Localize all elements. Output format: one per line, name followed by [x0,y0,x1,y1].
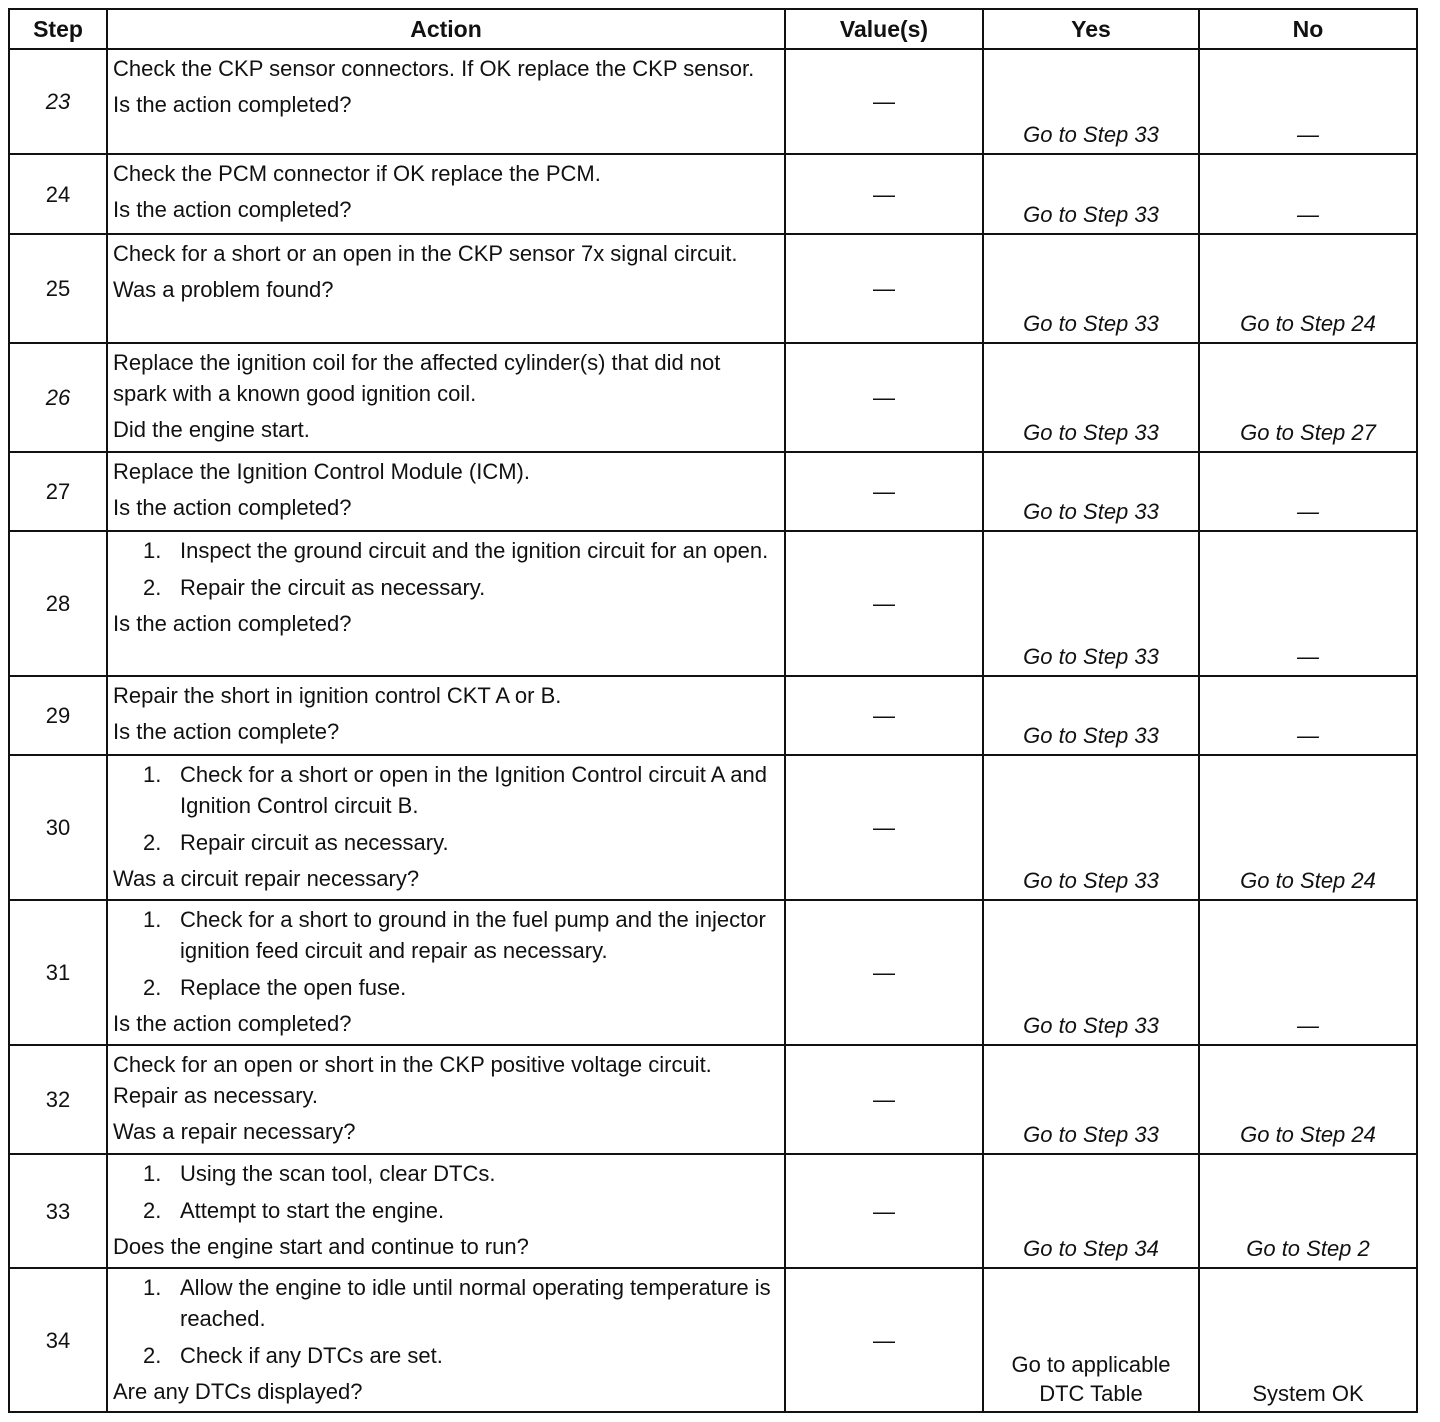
step-number: 27 [9,452,107,531]
list-item [113,572,778,603]
table-row [9,234,1417,343]
action-cell [107,452,785,531]
action-steps-list [113,1272,778,1371]
list-item-text: Check if any DTCs are set. [180,1343,443,1368]
list-item-number: 1. [143,1275,162,1300]
action-question: Is the action completed? [113,197,352,222]
list-item-number: 1. [143,538,162,563]
list-item-number: 2. [143,975,162,1000]
action-question: Is the action completed? [113,92,352,117]
list-item [113,535,778,566]
list-item-text: Check for a short or open in the Ignition Control circuit A and Ignition Control circuit B. [180,762,767,818]
yes-result: Go to Step 33 [983,343,1199,452]
list-item [113,1195,778,1226]
no-result: System OK [1199,1268,1417,1412]
step-number: 34 [9,1268,107,1412]
step-number: 25 [9,234,107,343]
action-text: Replace the ignition coil for the affected cylinder(s) that did not spark with a known good ignition coil. [113,350,721,406]
list-item-text: Replace the open fuse. [180,975,407,1000]
value-cell: — [785,676,983,755]
action-text: Check for a short or an open in the CKP sensor 7x signal circuit. [113,241,738,266]
action-cell [107,900,785,1045]
yes-result: Go to Step 33 [983,676,1199,755]
action-cell [107,1268,785,1412]
step-number: 26 [9,343,107,452]
action-question: Are any DTCs displayed? [113,1379,363,1404]
list-item-number: 2. [143,1343,162,1368]
action-steps-list [113,535,778,603]
step-number: 23 [9,49,107,154]
list-item-number: 1. [143,907,162,932]
list-item-text: Repair the circuit as necessary. [180,575,486,600]
table-row [9,900,1417,1045]
header-step: Step [9,9,107,49]
action-cell [107,676,785,755]
table-row [9,1268,1417,1412]
list-item [113,972,778,1003]
value-cell: — [785,531,983,676]
no-result: — [1199,452,1417,531]
header-values: Value(s) [785,9,983,49]
no-result: Go to Step 2 [1199,1154,1417,1268]
no-result: Go to Step 24 [1199,1045,1417,1154]
no-result: — [1199,49,1417,154]
action-cell [107,531,785,676]
list-item [113,1340,778,1371]
list-item [113,759,778,821]
table-row [9,452,1417,531]
value-cell: — [785,900,983,1045]
no-result: Go to Step 24 [1199,234,1417,343]
yes-result: Go to applicable DTC Table [983,1268,1199,1412]
action-text: Check the PCM connector if OK replace the PCM. [113,161,601,186]
action-text: Check for an open or short in the CKP positive voltage circuit. Repair as necessary. [113,1052,712,1108]
action-question: Does the engine start and continue to run? [113,1234,529,1259]
no-result: — [1199,676,1417,755]
action-text: Check the CKP sensor connectors. If OK replace the CKP sensor. [113,56,755,81]
value-cell: — [785,1045,983,1154]
table-row [9,1154,1417,1268]
table-row [9,676,1417,755]
header-action: Action [107,9,785,49]
step-number: 33 [9,1154,107,1268]
action-cell [107,1045,785,1154]
table-row [9,1045,1417,1154]
table-row [9,755,1417,900]
yes-result: Go to Step 33 [983,900,1199,1045]
value-cell: — [785,49,983,154]
action-steps-list [113,904,778,1003]
action-question: Is the action completed? [113,1011,352,1036]
table-row [9,49,1417,154]
diagnostic-table [8,8,1418,1413]
list-item-text: Check for a short to ground in the fuel pump and the injector ignition feed circuit and repair as necessary. [180,907,766,963]
action-cell [107,755,785,900]
list-item-text: Using the scan tool, clear DTCs. [180,1161,496,1186]
value-cell: — [785,1268,983,1412]
value-cell: — [785,755,983,900]
action-question: Is the action completed? [113,611,352,636]
list-item-text: Attempt to start the engine. [180,1198,445,1223]
step-number: 31 [9,900,107,1045]
action-cell [107,49,785,154]
action-question: Was a repair necessary? [113,1119,356,1144]
action-cell [107,1154,785,1268]
step-number: 32 [9,1045,107,1154]
list-item-text: Repair circuit as necessary. [180,830,449,855]
action-cell [107,234,785,343]
list-item [113,827,778,858]
list-item-text: Inspect the ground circuit and the ignition circuit for an open. [180,538,769,563]
yes-result: Go to Step 33 [983,1045,1199,1154]
list-item-number: 2. [143,830,162,855]
no-result: — [1199,531,1417,676]
value-cell: — [785,154,983,234]
no-result: — [1199,900,1417,1045]
header-yes: Yes [983,9,1199,49]
no-result: Go to Step 24 [1199,755,1417,900]
value-cell: — [785,343,983,452]
list-item-number: 2. [143,575,162,600]
yes-result: Go to Step 33 [983,154,1199,234]
action-steps-list [113,759,778,858]
list-item [113,904,778,966]
action-text: Replace the Ignition Control Module (ICM). [113,459,530,484]
action-cell [107,154,785,234]
action-text: Repair the short in ignition control CKT A or B. [113,683,562,708]
table-row [9,343,1417,452]
yes-result: Go to Step 33 [983,755,1199,900]
no-result: Go to Step 27 [1199,343,1417,452]
action-question: Was a problem found? [113,277,334,302]
action-steps-list [113,1158,778,1226]
table-row [9,154,1417,234]
table-row [9,531,1417,676]
value-cell: — [785,452,983,531]
header-row [9,9,1417,49]
list-item-number: 1. [143,762,162,787]
list-item-text: Allow the engine to idle until normal operating temperature is reached. [180,1275,771,1331]
yes-result: Go to Step 33 [983,452,1199,531]
list-item [113,1272,778,1334]
step-number: 24 [9,154,107,234]
step-number: 28 [9,531,107,676]
header-no: No [1199,9,1417,49]
step-number: 30 [9,755,107,900]
action-question: Did the engine start. [113,417,310,442]
no-result: — [1199,154,1417,234]
list-item-number: 1. [143,1161,162,1186]
list-item [113,1158,778,1189]
yes-result: Go to Step 33 [983,49,1199,154]
action-cell [107,343,785,452]
action-question: Is the action complete? [113,719,340,744]
yes-result: Go to Step 33 [983,234,1199,343]
value-cell: — [785,234,983,343]
yes-result: Go to Step 34 [983,1154,1199,1268]
step-number: 29 [9,676,107,755]
value-cell: — [785,1154,983,1268]
list-item-number: 2. [143,1198,162,1223]
yes-result: Go to Step 33 [983,531,1199,676]
action-question: Is the action completed? [113,495,352,520]
action-question: Was a circuit repair necessary? [113,866,420,891]
